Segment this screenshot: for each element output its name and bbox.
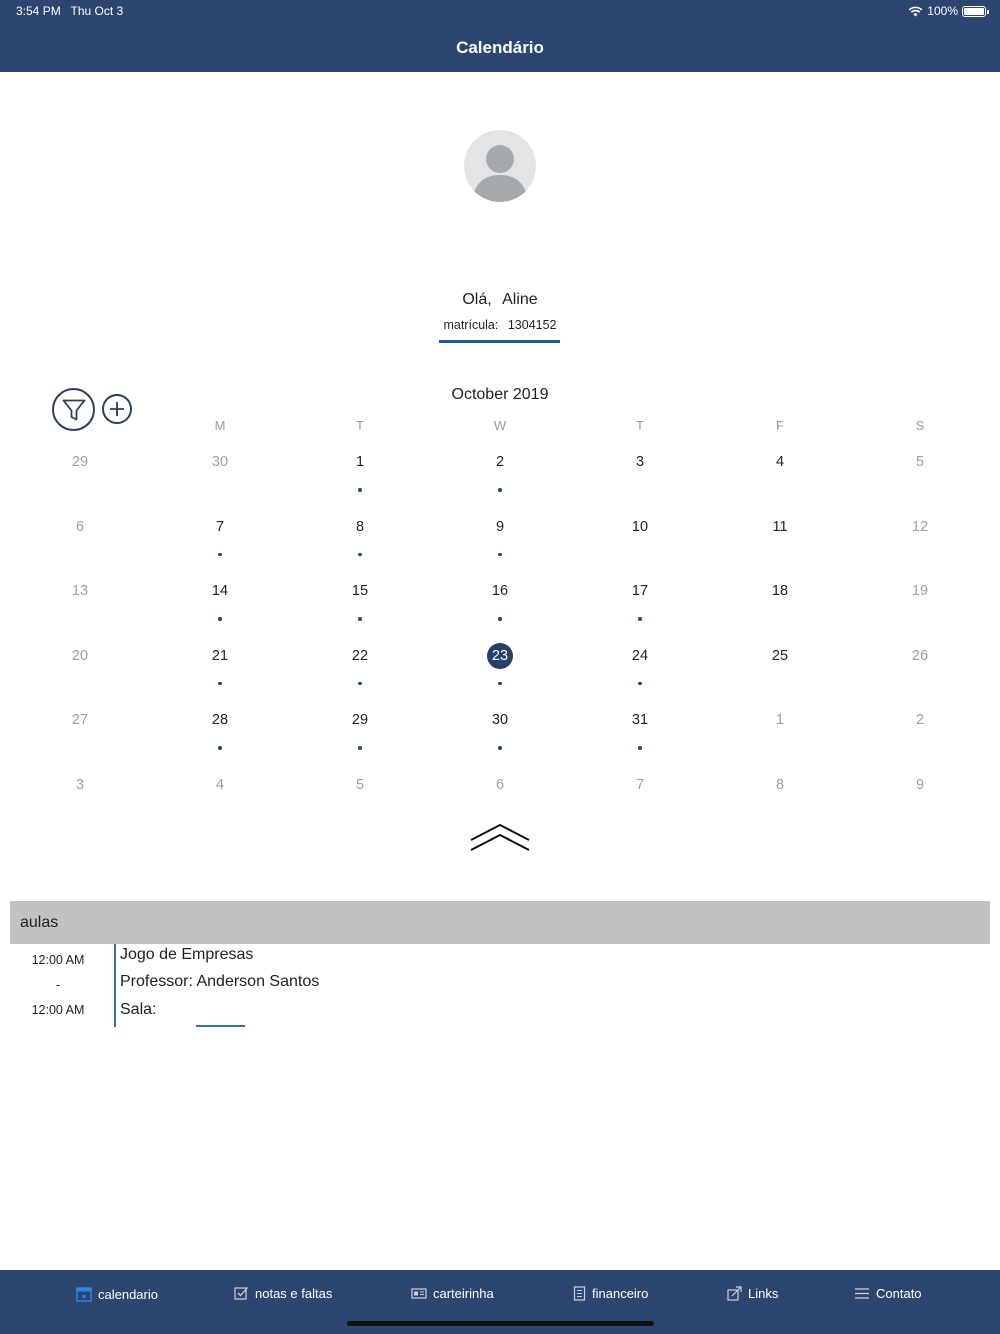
status-date: Thu Oct 3 bbox=[70, 4, 124, 18]
calendar-day[interactable] bbox=[290, 763, 430, 828]
status-clock: 3:54 PM bbox=[16, 4, 61, 18]
calendar-day[interactable] bbox=[290, 698, 430, 763]
tab-label: carteirinha bbox=[433, 1286, 494, 1301]
day-number: 26 bbox=[911, 647, 929, 664]
greeting bbox=[0, 291, 1000, 309]
day-number: 1 bbox=[355, 454, 365, 470]
id-card-icon bbox=[411, 1287, 427, 1300]
day-number: 2 bbox=[495, 454, 505, 470]
event-start-time: 12:00 AM bbox=[31, 953, 85, 967]
calendar-day[interactable] bbox=[10, 569, 150, 634]
home-indicator bbox=[347, 1321, 654, 1326]
event-divider bbox=[114, 944, 116, 1027]
event-dot bbox=[498, 553, 502, 557]
collapse-calendar-button[interactable] bbox=[470, 822, 530, 852]
calendar-day[interactable] bbox=[710, 634, 850, 699]
calendar-icon bbox=[76, 1286, 92, 1302]
double-chevron-up-icon bbox=[470, 822, 530, 852]
day-number: 20 bbox=[71, 647, 89, 664]
calendar-day[interactable] bbox=[850, 698, 990, 763]
event-dot bbox=[218, 682, 222, 686]
day-number: 14 bbox=[211, 583, 229, 600]
matricula-label: matrícula: bbox=[443, 318, 499, 332]
document-icon bbox=[573, 1286, 586, 1301]
calendar-day[interactable] bbox=[430, 440, 570, 505]
calendar-day[interactable] bbox=[570, 698, 710, 763]
weekday-label: T bbox=[636, 418, 644, 433]
day-number: 7 bbox=[635, 776, 645, 793]
user-name: Aline bbox=[502, 291, 538, 308]
weekday-label: W bbox=[493, 418, 507, 433]
calendar-day[interactable] bbox=[10, 505, 150, 570]
event-dot bbox=[638, 746, 642, 750]
page-title: Calendário bbox=[456, 38, 544, 57]
day-number: 28 bbox=[211, 712, 229, 729]
event-dot bbox=[498, 488, 502, 492]
calendar-day[interactable] bbox=[850, 440, 990, 505]
matricula-value: 1304152 bbox=[507, 318, 557, 332]
event-dot bbox=[218, 617, 222, 621]
event-dot bbox=[358, 617, 362, 621]
menu-icon bbox=[854, 1287, 870, 1300]
tab-contato[interactable] bbox=[854, 1286, 922, 1301]
day-number: 29 bbox=[71, 454, 89, 470]
calendar-day[interactable] bbox=[10, 634, 150, 699]
calendar-day[interactable] bbox=[150, 763, 290, 828]
status-indicators bbox=[908, 4, 986, 18]
avatar[interactable] bbox=[464, 130, 536, 202]
calendar-day[interactable] bbox=[430, 698, 570, 763]
weekday-header bbox=[10, 418, 990, 433]
calendar-day[interactable] bbox=[10, 440, 150, 505]
top-bar bbox=[0, 0, 1000, 72]
day-number: 19 bbox=[911, 583, 929, 600]
calendar-grid bbox=[10, 440, 990, 828]
calendar-day[interactable] bbox=[850, 569, 990, 634]
day-number: 4 bbox=[215, 776, 225, 793]
day-number: 6 bbox=[495, 776, 505, 793]
month-title: October 2019 bbox=[451, 386, 549, 403]
weekday-label: F bbox=[776, 418, 784, 433]
calendar-day[interactable] bbox=[150, 634, 290, 699]
tab-label: Links bbox=[748, 1286, 779, 1301]
calendar-day[interactable] bbox=[150, 440, 290, 505]
day-number: 7 bbox=[215, 518, 225, 535]
tab-label: notas e faltas bbox=[255, 1286, 333, 1301]
tab-notas-e-faltas[interactable] bbox=[234, 1286, 332, 1301]
event-dot bbox=[218, 746, 222, 750]
event-dot bbox=[498, 617, 502, 621]
day-number: 2 bbox=[915, 712, 925, 729]
event-title: Jogo de Empresas bbox=[120, 946, 254, 963]
calendar-day[interactable] bbox=[570, 440, 710, 505]
day-number: 31 bbox=[631, 712, 649, 729]
calendar-day[interactable] bbox=[570, 505, 710, 570]
event-dot bbox=[498, 746, 502, 750]
event-dot bbox=[498, 682, 502, 686]
calendar-day[interactable] bbox=[710, 698, 850, 763]
event-dot bbox=[638, 617, 642, 621]
calendar-day[interactable] bbox=[570, 569, 710, 634]
day-number: 4 bbox=[775, 454, 785, 470]
tab-label: Contato bbox=[876, 1286, 922, 1301]
weekday-label: T bbox=[356, 418, 364, 433]
day-number: 8 bbox=[355, 518, 365, 535]
calendar-day[interactable] bbox=[570, 763, 710, 828]
event-dot bbox=[358, 682, 362, 686]
event-dot bbox=[358, 488, 362, 492]
section-header bbox=[10, 901, 990, 944]
calendar-day[interactable] bbox=[150, 698, 290, 763]
event-dot bbox=[358, 746, 362, 750]
weekday-label bbox=[10, 418, 150, 433]
matricula bbox=[0, 318, 1000, 332]
day-number: 6 bbox=[75, 518, 85, 535]
day-number: 1 bbox=[775, 712, 785, 729]
event-dot bbox=[218, 553, 222, 557]
calendar-day[interactable] bbox=[290, 634, 430, 699]
calendar-day[interactable] bbox=[290, 505, 430, 570]
event-item[interactable] bbox=[10, 944, 990, 1028]
wifi-icon bbox=[908, 6, 923, 17]
calendar-day[interactable] bbox=[430, 569, 570, 634]
day-number: 18 bbox=[771, 583, 789, 600]
tab-links[interactable] bbox=[727, 1286, 778, 1301]
day-number: 10 bbox=[631, 518, 649, 535]
calendar-day[interactable] bbox=[850, 763, 990, 828]
day-number: 23 bbox=[487, 643, 513, 669]
day-number: 12 bbox=[911, 518, 929, 535]
day-number: 30 bbox=[211, 454, 229, 470]
greeting-text: Olá, bbox=[462, 291, 492, 308]
tab-label: calendario bbox=[98, 1286, 158, 1302]
day-number: 15 bbox=[351, 583, 369, 600]
event-end-time: 12:00 AM bbox=[31, 1003, 85, 1017]
weekday-label: M bbox=[214, 418, 226, 433]
day-number: 22 bbox=[351, 647, 369, 664]
calendar-day[interactable] bbox=[850, 505, 990, 570]
sala-link-underline[interactable] bbox=[196, 1025, 245, 1027]
calendar-day[interactable] bbox=[10, 698, 150, 763]
day-number: 3 bbox=[635, 454, 645, 470]
calendar-day[interactable] bbox=[150, 569, 290, 634]
event-dot bbox=[358, 553, 362, 557]
link-icon bbox=[727, 1286, 742, 1301]
battery-percent: 100% bbox=[927, 4, 958, 18]
calendar-day[interactable] bbox=[430, 505, 570, 570]
event-sala: Sala: bbox=[120, 1001, 157, 1018]
calendar-day[interactable] bbox=[850, 634, 990, 699]
section-title: aulas bbox=[20, 914, 59, 931]
day-number: 16 bbox=[491, 583, 509, 600]
calendar-day-selected[interactable] bbox=[430, 634, 570, 699]
calendar-day[interactable] bbox=[150, 505, 290, 570]
user-placeholder-icon bbox=[464, 130, 536, 202]
calendar-day[interactable] bbox=[710, 569, 850, 634]
day-number: 5 bbox=[355, 776, 365, 793]
status-time bbox=[16, 4, 123, 18]
calendar-day[interactable] bbox=[570, 634, 710, 699]
calendar-day[interactable] bbox=[290, 440, 430, 505]
day-number: 13 bbox=[71, 583, 89, 600]
matricula-underline bbox=[439, 340, 560, 343]
day-number: 29 bbox=[351, 712, 369, 729]
day-number: 21 bbox=[211, 647, 229, 664]
calendar-day[interactable] bbox=[10, 763, 150, 828]
event-dot bbox=[638, 682, 642, 686]
day-number: 17 bbox=[631, 583, 649, 600]
day-number: 3 bbox=[75, 776, 85, 793]
tab-label: financeiro bbox=[592, 1286, 649, 1301]
tab-calendario[interactable] bbox=[76, 1286, 158, 1302]
day-number: 27 bbox=[71, 712, 89, 729]
day-number: 24 bbox=[631, 647, 649, 664]
day-number: 11 bbox=[772, 518, 788, 535]
tab-carteirinha[interactable] bbox=[411, 1286, 494, 1301]
day-number: 9 bbox=[915, 776, 925, 793]
day-number: 8 bbox=[775, 776, 785, 793]
calendar-day[interactable] bbox=[290, 569, 430, 634]
calendar-day[interactable] bbox=[430, 763, 570, 828]
weekday-label: S bbox=[915, 418, 925, 433]
event-professor: Professor: Anderson Santos bbox=[120, 973, 320, 990]
calendar-day[interactable] bbox=[710, 763, 850, 828]
calendar-day[interactable] bbox=[710, 505, 850, 570]
day-number: 5 bbox=[915, 454, 925, 470]
day-number: 25 bbox=[771, 647, 789, 664]
tab-financeiro[interactable] bbox=[573, 1286, 648, 1301]
day-number: 30 bbox=[491, 712, 509, 729]
event-time-separator: - bbox=[55, 978, 61, 992]
battery-icon bbox=[962, 6, 986, 17]
checkbox-icon bbox=[234, 1286, 249, 1301]
calendar-day[interactable] bbox=[710, 440, 850, 505]
day-number: 9 bbox=[495, 518, 505, 535]
